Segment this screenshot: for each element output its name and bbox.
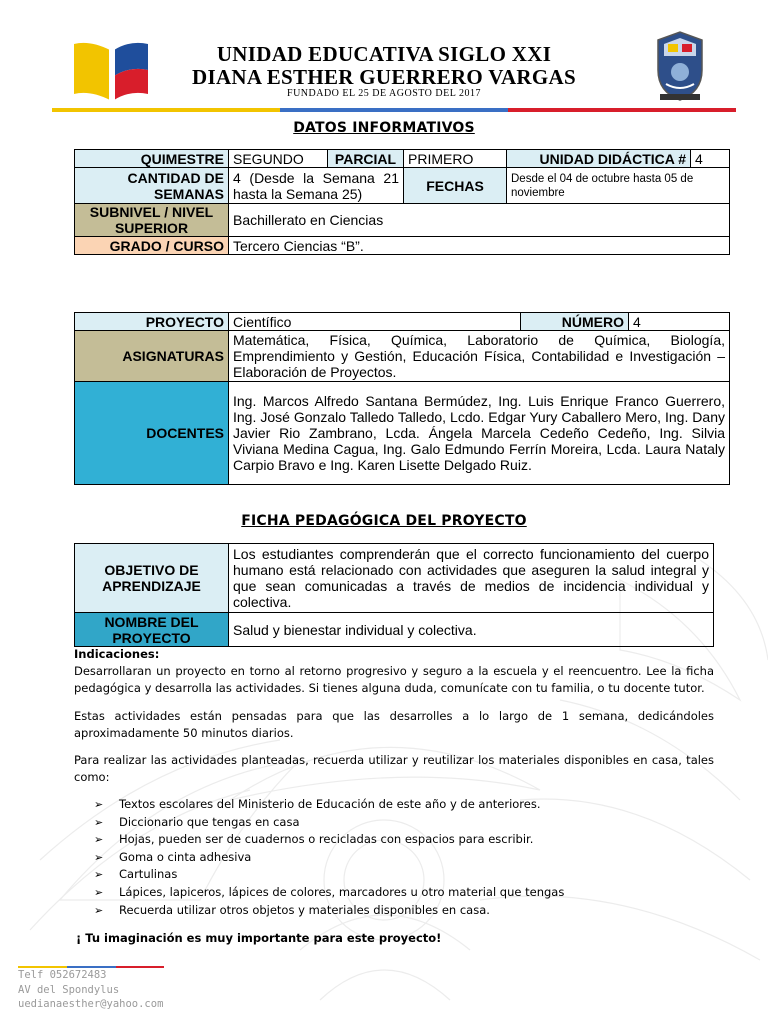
objetivo-label: OBJETIVO DE APRENDIZAJE <box>75 544 229 613</box>
proyecto-table <box>74 312 730 485</box>
list-item: ➢ Hojas, pueden ser de cuadernos o recicladas con espacios para escribir. <box>94 831 564 849</box>
objetivo-value: Los estudiantes comprenderán que el correcto funcionamiento del cuerpo humano está relacionado con actividades que aseguren la salud integral y que sean comunicadas a través de medios de incidencia individual y colectiva. <box>229 544 714 613</box>
grado-label: GRADO / CURSO <box>75 237 229 255</box>
list-item: ➢ Lápices, lapiceros, lápices de colores, marcadores u otro material que tengas <box>94 884 564 902</box>
indicaciones-p1: Desarrollaran un proyecto en torno al retorno progresivo y seguro a la escuela y el reencuentro. Lee la ficha pedagógica y desarrolla las actividades. Si tienes alguna duda, comunícate con tu familia, o tu docente tutor. <box>74 664 714 695</box>
founded-date: FUNDADO EL 25 DE AGOSTO DEL 2017 <box>287 88 481 99</box>
asignaturas-label: ASIGNATURAS <box>75 331 229 382</box>
docentes-label: DOCENTES <box>75 382 229 485</box>
closing-message: ¡ Tu imaginación es muy importante para este proyecto! <box>76 931 442 945</box>
quimestre-value: SEGUNDO <box>229 150 328 168</box>
subnivel-value: Bachillerato en Ciencias <box>229 204 730 237</box>
list-item: ➢ Diccionario que tengas en casa <box>94 814 564 832</box>
arrow-bullet-icon: ➢ <box>94 903 104 917</box>
numero-label: NÚMERO <box>521 313 629 331</box>
ficha-table <box>74 543 714 647</box>
arrow-bullet-icon: ➢ <box>94 798 104 811</box>
list-item: ➢ Cartulinas <box>94 866 564 884</box>
nombre-value: Salud y bienestar individual y colectiva. <box>229 613 714 647</box>
unidad-label: UNIDAD DIDÁCTICA # <box>507 150 691 168</box>
ficha-title: FICHA PEDAGÓGICA DEL PROYECTO <box>241 513 527 529</box>
arrow-bullet-icon: ➢ <box>94 868 104 882</box>
asignaturas-value: Matemática, Física, Química, Laboratorio de Química, Biología, Emprendimiento y Gestión, Educación Física, Contabilidad e Investigación – Elaboración de Proyectos. <box>229 331 730 382</box>
arrow-bullet-icon: ➢ <box>94 815 104 829</box>
proyecto-label: PROYECTO <box>75 313 229 331</box>
materials-list <box>94 796 564 919</box>
footer-address: AV del Spondylus <box>18 983 120 996</box>
docentes-value: Ing. Marcos Alfredo Santana Bermúdez, Ing. Luis Enrique Franco Guerrero, Ing. José Gonzalo Talledo Talledo, Lcdo. Edgar Yury Caballero Mero, Ing. Dany Javier Rio Zambrano, Lcda. Ángela Marcela Cedeño Cedeño, Ing. Silvia Viviana Medina Cagua, Ing. Galo Edmundo Ferrín Moreira, Lcda. Laura Nataly Carpio Bravo e Ing. Karen Lisette Delgado Ruiz. <box>229 382 730 485</box>
nombre-label: NOMBRE DEL PROYECTO <box>75 613 229 647</box>
list-item: ➢ Recuerda utilizar otros objetos y materiales disponibles en casa. <box>94 902 564 920</box>
indicaciones-p2: Estas actividades están pensadas para que las desarrolles a lo largo de 1 semana, dedicándoles aproximadamente 50 minutos diarios. <box>74 709 714 740</box>
numero-value: 4 <box>629 313 730 331</box>
school-name: DIANA ESTHER GUERRERO VARGAS <box>192 65 576 89</box>
arrow-bullet-icon: ➢ <box>94 850 104 864</box>
indicaciones-p3: Para realizar las actividades planteadas, recuerda utilizar y reutilizar los materiales disponibles en casa, tales como: <box>74 753 714 784</box>
flag-stripe <box>52 108 736 112</box>
school-title: UNIDAD EDUCATIVA SIGLO XXI <box>216 42 552 66</box>
list-item: ➢ Goma o cinta adhesiva <box>94 849 564 867</box>
arrow-bullet-icon: ➢ <box>94 885 104 899</box>
unidad-value: 4 <box>691 150 730 168</box>
arrow-bullet-icon: ➢ <box>94 833 104 847</box>
footer-email: uedianaesther@yahoo.com <box>18 998 164 1010</box>
list-item: ➢ Textos escolares del Ministerio de Educación de este año y de anteriores. <box>94 796 564 814</box>
grado-value: Tercero Ciencias “B”. <box>229 237 730 255</box>
footer-contact <box>18 968 163 1012</box>
proyecto-value: Científico <box>229 313 521 331</box>
parcial-value: PRIMERO <box>404 150 507 168</box>
fechas-label: FECHAS <box>404 168 507 204</box>
datos-title: DATOS INFORMATIVOS <box>293 120 475 136</box>
parcial-label: PARCIAL <box>328 150 404 168</box>
footer-phone: Telf 052672483 <box>18 969 107 981</box>
fechas-value: Desde el 04 de octubre hasta 05 de noviembre <box>507 168 730 204</box>
quimestre-label: QUIMESTRE <box>75 150 229 168</box>
subnivel-label: SUBNIVEL / NIVEL SUPERIOR <box>75 204 229 237</box>
datos-table <box>74 149 730 255</box>
cantidad-value: 4 (Desde la Semana 21 hasta la Semana 25) <box>229 168 404 204</box>
indicaciones-heading: Indicaciones: <box>74 647 160 661</box>
cantidad-label: CANTIDAD DE SEMANAS <box>75 168 229 204</box>
